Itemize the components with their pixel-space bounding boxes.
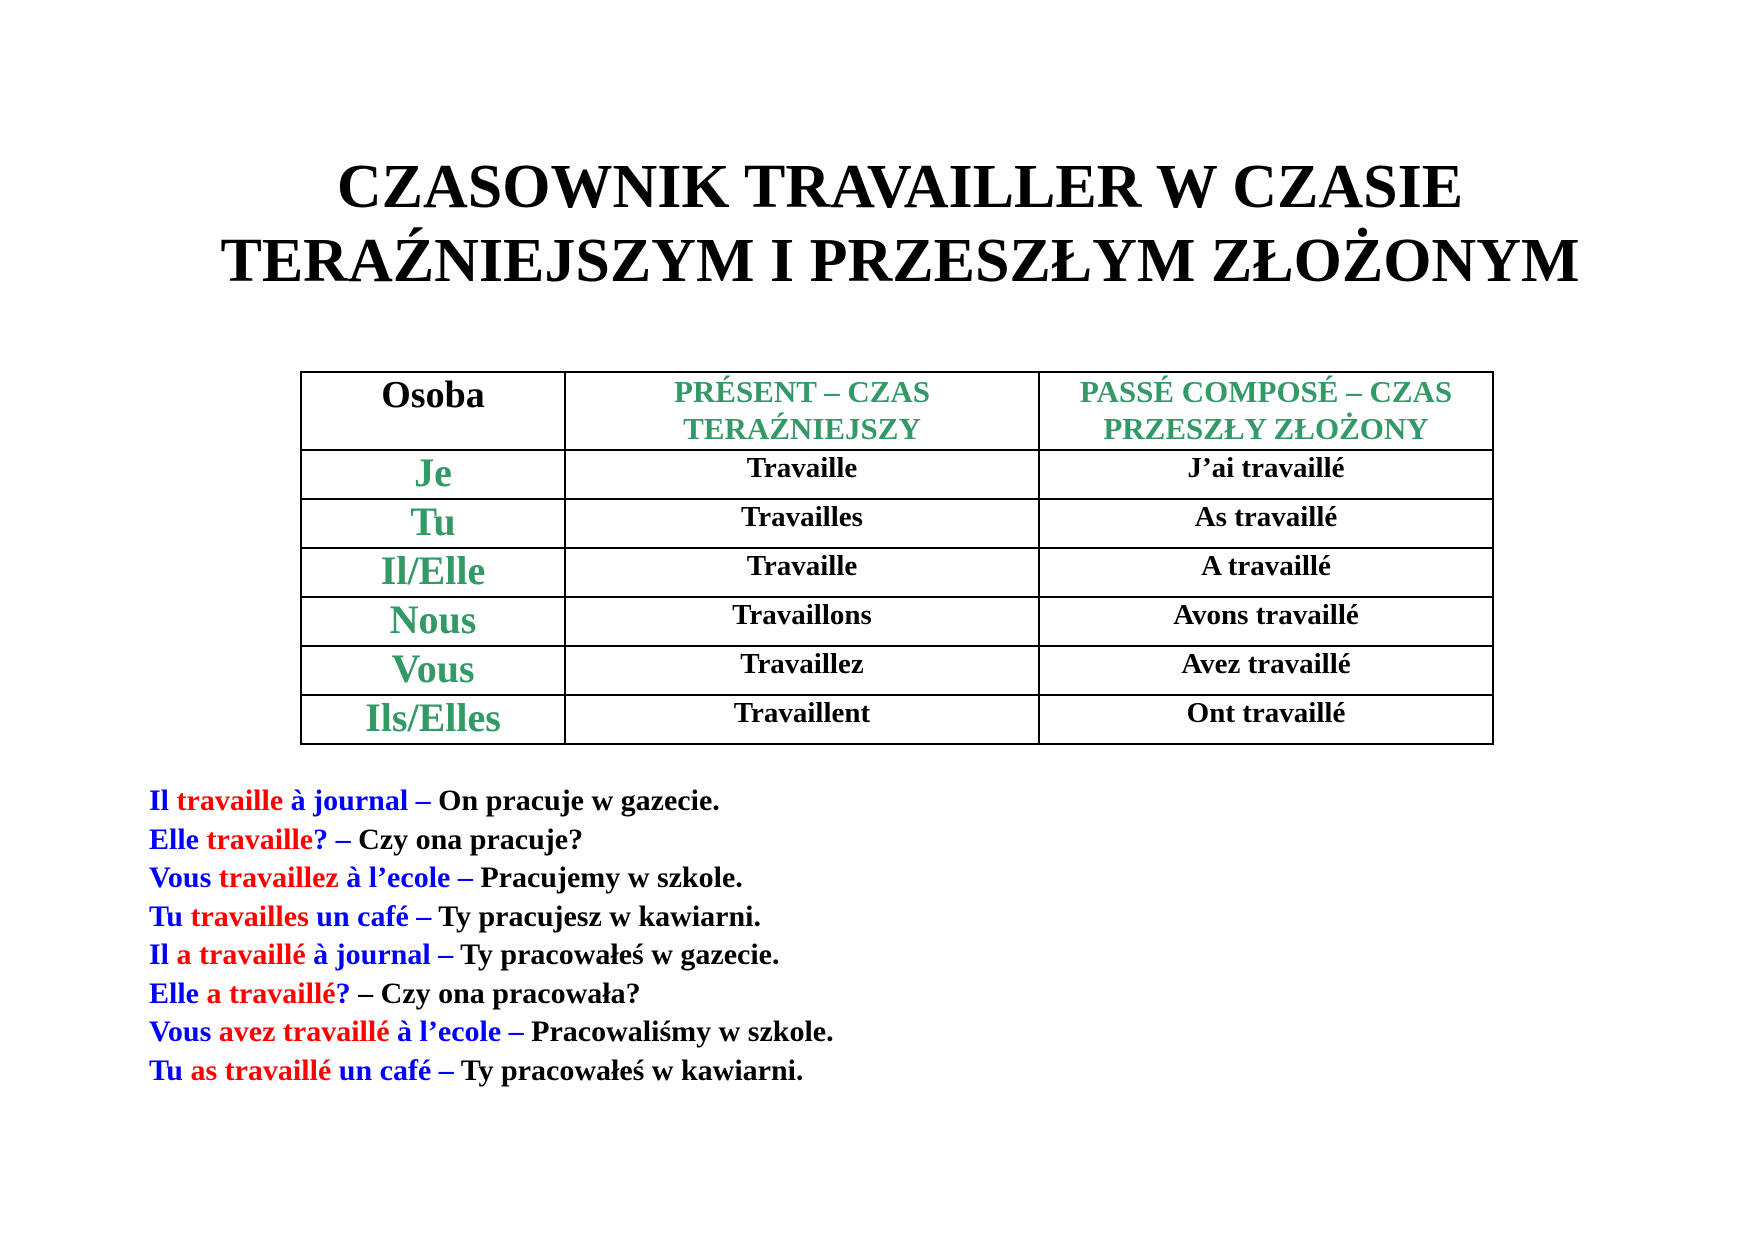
verb-segment: a travaillé [176, 938, 306, 971]
cell-present: Travailles [565, 499, 1039, 548]
title-line-1: CZASOWNIK TRAVAILLER W CZASIE [336, 153, 1464, 221]
cell-passe: J’ai travaillé [1039, 450, 1493, 499]
object-segment: un café – [308, 899, 439, 933]
example-sentence [149, 936, 834, 975]
translation-segment: Ty pracowałeś w kawiarni. [460, 1053, 804, 1087]
header-present: PRÉSENT – CZAS TERAŹNIEJSZY [565, 372, 1039, 450]
cell-passe: As travaillé [1039, 499, 1493, 548]
example-sentence [149, 898, 834, 937]
translation-segment: Czy ona pracuje? [358, 822, 584, 856]
page-title [0, 150, 1754, 298]
cell-present: Travaillent [565, 695, 1039, 744]
pronoun-segment: Vous [149, 861, 219, 894]
table-row [301, 597, 1493, 646]
cell-passe: Ont travaillé [1039, 695, 1493, 744]
table-row [301, 450, 1493, 499]
table-row [301, 646, 1493, 695]
pronoun-segment: Il [149, 784, 177, 817]
cell-present: Travaille [565, 548, 1039, 597]
example-sentence [149, 1052, 834, 1091]
example-sentence [149, 975, 834, 1014]
cell-present: Travaillez [565, 646, 1039, 695]
cell-person: Je [301, 450, 565, 499]
verb-segment: as travaillé [190, 1053, 332, 1087]
cell-person: Nous [301, 597, 565, 646]
object-segment: ? – [313, 822, 359, 856]
pronoun-segment: Tu [149, 1053, 191, 1087]
cell-passe: Avons travaillé [1039, 597, 1493, 646]
translation-segment: Pracujemy w szkole. [480, 861, 743, 894]
cell-present: Travaillons [565, 597, 1039, 646]
verb-segment: travailles [190, 899, 309, 933]
cell-person: Il/Elle [301, 548, 565, 597]
example-sentence [149, 859, 834, 898]
object-segment: à journal – [283, 784, 439, 817]
table-row [301, 695, 1493, 744]
verb-segment: travaille [206, 822, 314, 856]
cell-passe: Avez travaillé [1039, 646, 1493, 695]
cell-present: Travaille [565, 450, 1039, 499]
object-segment: à l’ecole – [389, 1015, 532, 1048]
translation-segment: Pracowaliśmy w szkole. [531, 1015, 834, 1048]
translation-segment: Ty pracowałeś w gazecie. [460, 938, 780, 971]
example-sentence [149, 1013, 834, 1052]
pronoun-segment: Elle [149, 822, 207, 856]
object-segment: un café – [331, 1053, 461, 1087]
translation-segment: Ty pracujesz w kawiarni. [438, 899, 761, 933]
verb-segment: avez travaillé [218, 1015, 390, 1048]
cell-person: Ils/Elles [301, 695, 565, 744]
table-row [301, 499, 1493, 548]
verb-segment: travaillez [218, 861, 339, 894]
table-header-row [301, 372, 1493, 450]
verb-segment: travaille [176, 784, 284, 817]
cell-person: Vous [301, 646, 565, 695]
example-sentence [149, 782, 834, 821]
translation-segment: – Czy ona pracowała? [358, 976, 641, 1010]
example-sentence [149, 821, 834, 860]
conjugation-table [300, 371, 1494, 745]
header-person: Osoba [301, 372, 565, 450]
pronoun-segment: Il [149, 938, 177, 971]
cell-person: Tu [301, 499, 565, 548]
pronoun-segment: Tu [149, 899, 191, 933]
pronoun-segment: Elle [149, 976, 207, 1010]
object-segment: à l’ecole – [338, 861, 481, 894]
object-segment: à journal – [305, 938, 461, 971]
table-row [301, 548, 1493, 597]
pronoun-segment: Vous [149, 1015, 219, 1048]
header-passe-compose: PASSÉ COMPOSÉ – CZAS PRZESZŁY ZŁOŻONY [1039, 372, 1493, 450]
cell-passe: A travaillé [1039, 548, 1493, 597]
translation-segment: On pracuje w gazecie. [438, 784, 720, 817]
example-sentences [149, 782, 834, 1090]
object-segment: ? [335, 976, 359, 1010]
title-line-2: TERAŹNIEJSZYM I PRZESZŁYM ZŁOŻONYM [220, 227, 1580, 295]
verb-segment: a travaillé [206, 976, 336, 1010]
